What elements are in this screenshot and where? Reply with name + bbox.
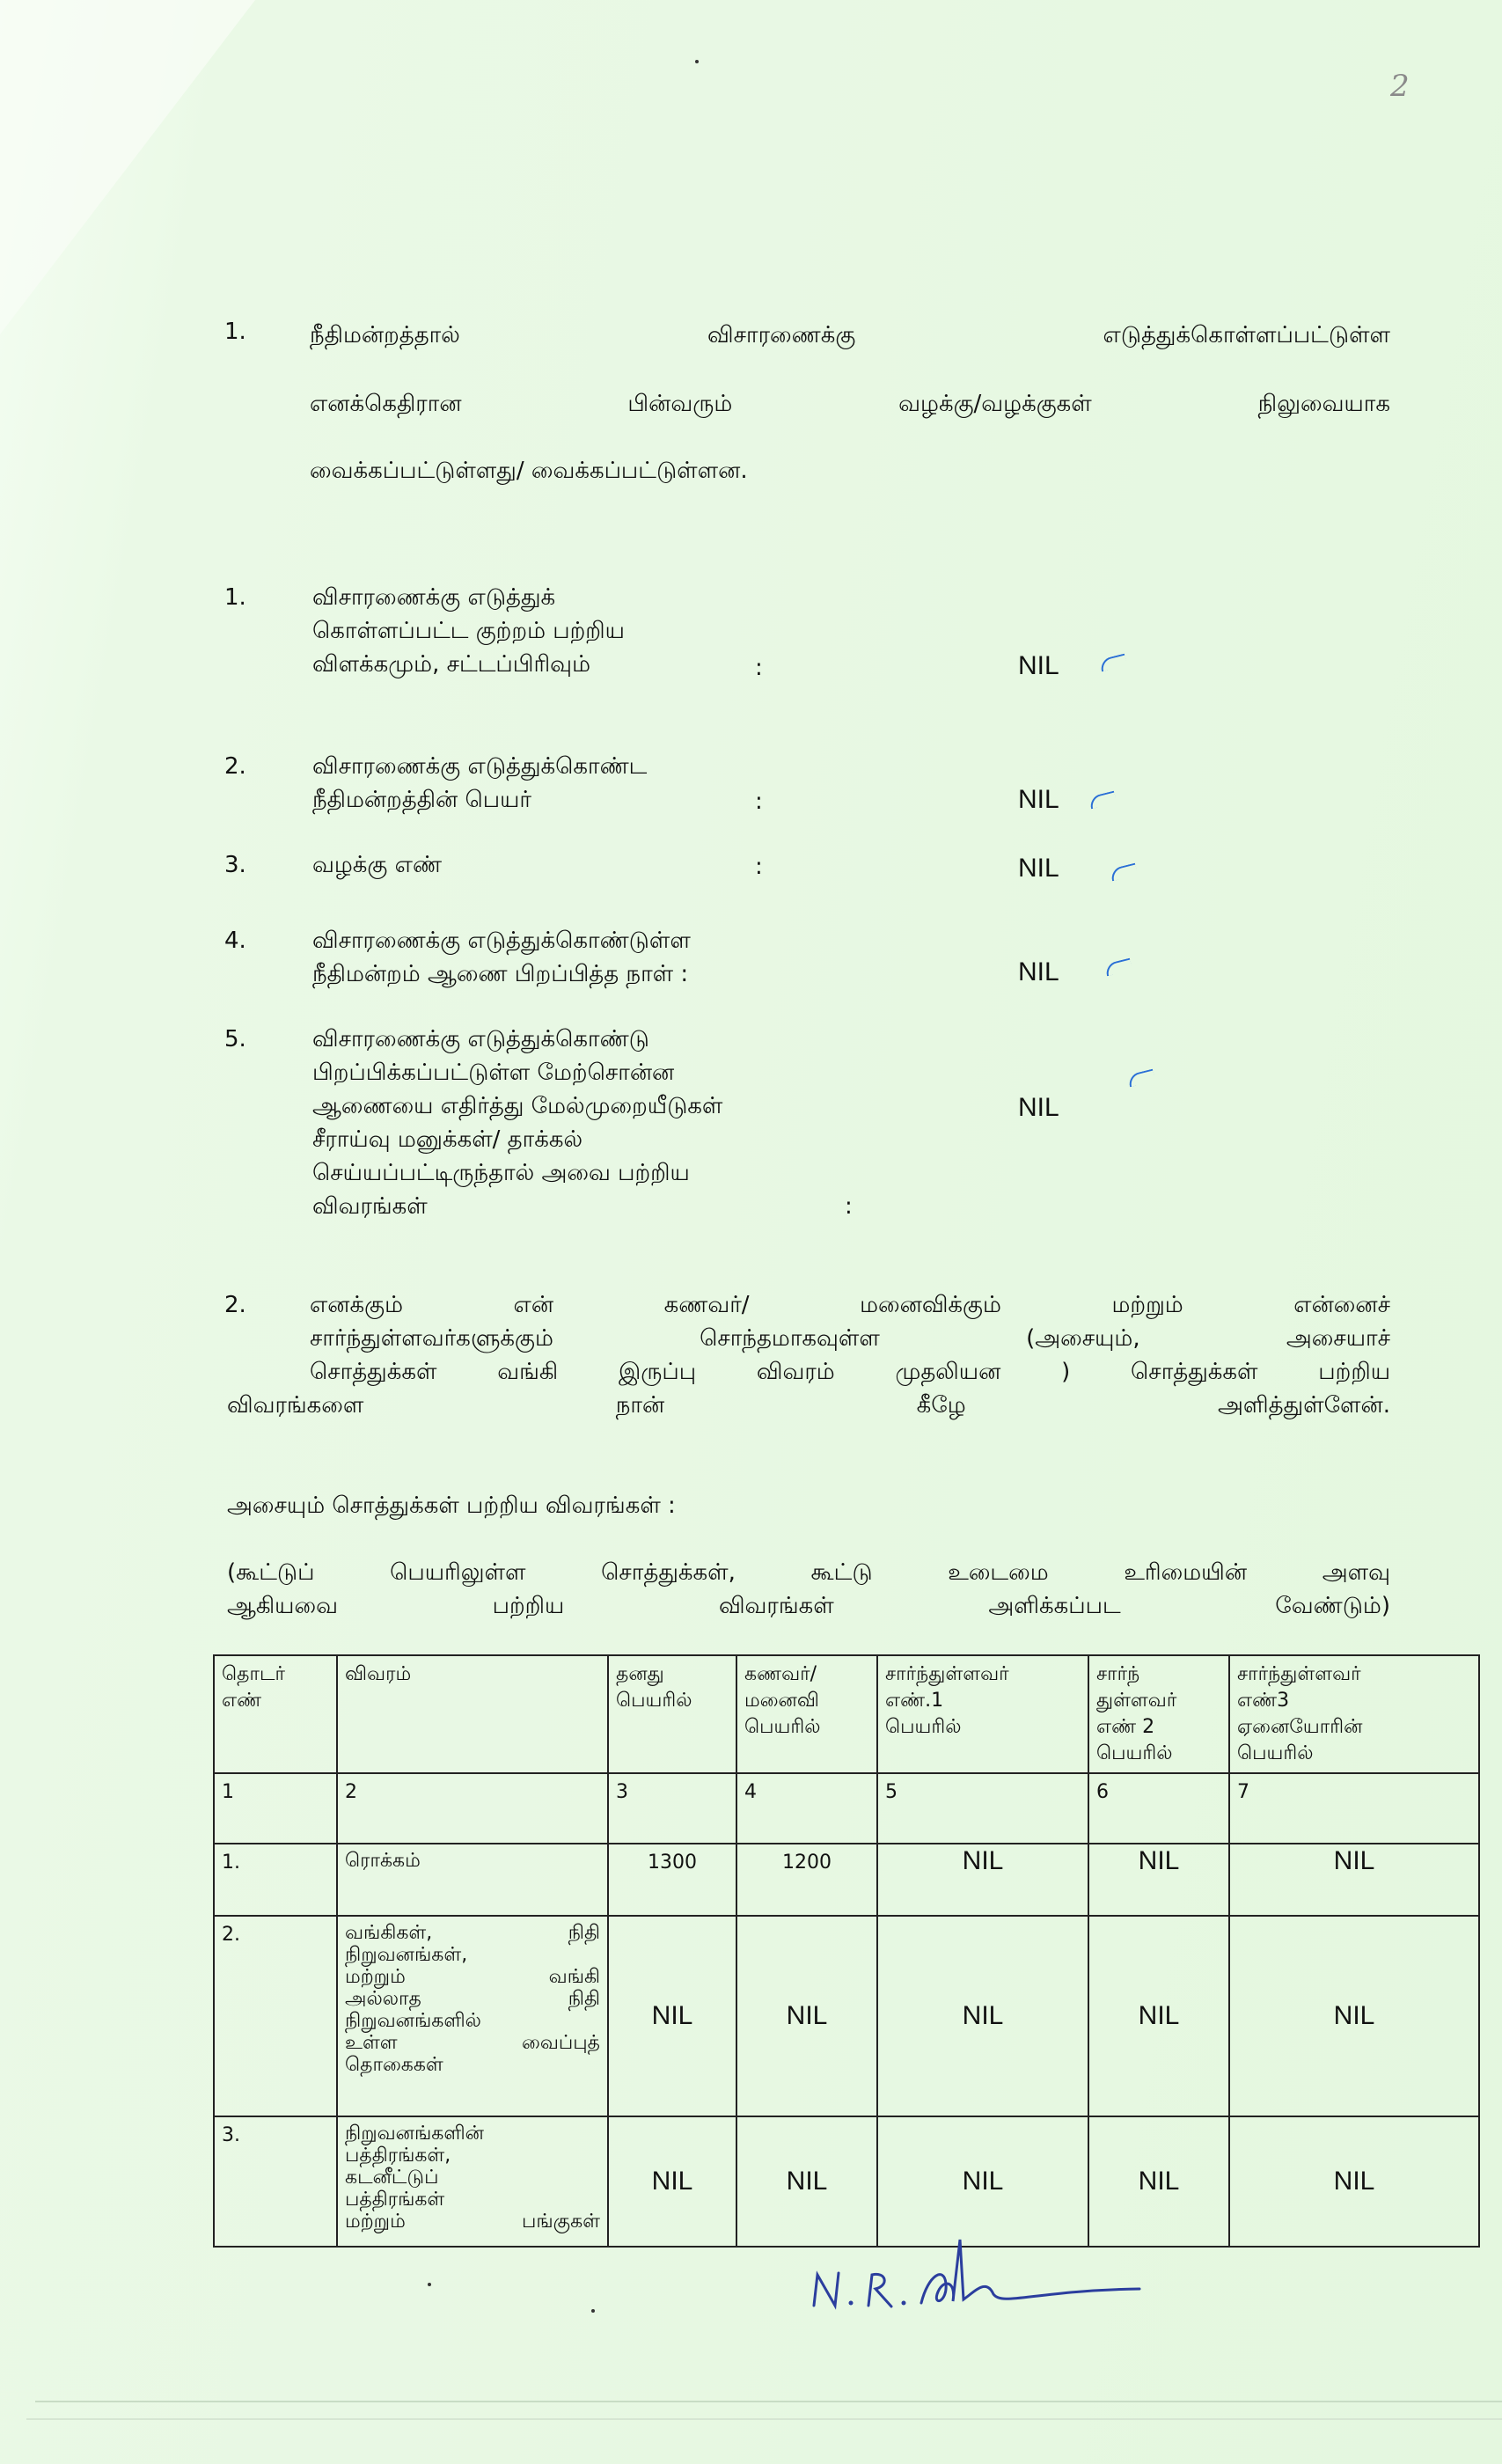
cell-text-line: மனைவி (744, 1690, 819, 1712)
declaration-word: விசாரணைக்கு (707, 322, 856, 348)
cell-text-line: ஏனையோரின் (1237, 1716, 1363, 1738)
table-header-row (214, 1655, 1479, 1773)
value-cell: NIL (1088, 2116, 1229, 2247)
cell-text-line: எண் (222, 1690, 262, 1712)
description-line: நிறுவனங்களின் (345, 2123, 484, 2145)
case-item-label-line: விசாரணைக்கு எடுத்துக்கொண்ட (312, 753, 648, 780)
declaration-word: வழக்கு/வழக்குகள் (898, 391, 1092, 417)
description-line: தொகைகள் (345, 2054, 443, 2076)
declaration-line (310, 454, 1102, 488)
section2-line: சார்ந்துள்ளவர்களுக்கும் சொந்தமாகவுள்ள (அசையும், அசையாச் (310, 1325, 1390, 1352)
value-cell: NIL (1088, 1844, 1229, 1916)
description-line: மற்றும் பங்குகள் (345, 2211, 600, 2233)
cell-text-line: தனது (616, 1663, 664, 1685)
case-item-value: NIL (1018, 1093, 1059, 1122)
column-number-cell: 2 (337, 1773, 608, 1844)
case-item-colon: : (755, 788, 763, 815)
case-item-label-line: ஆணையை எதிர்த்து மேல்முறையீடுகள் (312, 1093, 723, 1119)
description-line: பத்திரங்கள், (345, 2145, 451, 2167)
case-item-label-line: நீதிமன்றத்தின் பெயர் (312, 787, 531, 813)
description-line: வங்கிகள், நிதி (345, 1922, 600, 1944)
case-item-label-line: விவரங்கள் (312, 1193, 428, 1220)
value-cell: NIL (608, 2116, 736, 2247)
description-line: பத்திரங்கள் (345, 2189, 445, 2211)
note-line: ஆகியவை பற்றிய விவரங்கள் அளிக்கப்பட வேண்டும்) (227, 1593, 1390, 1619)
section2-line: விவரங்களை நான் கீழே அளித்துள்ளேன். (227, 1392, 1390, 1419)
column-number-cell: 3 (608, 1773, 736, 1844)
cell-text-line: பெயரில் (616, 1690, 692, 1712)
cell-text-line: பெயரில் (744, 1716, 821, 1738)
description-line: மற்றும் வங்கி (345, 1966, 600, 1988)
section2-paragraph (227, 1288, 1390, 1422)
table-row (214, 1844, 1479, 1916)
column-number-cell: 1 (214, 1773, 337, 1844)
case-item-number: 3. (224, 852, 246, 878)
declaration-line (310, 387, 1390, 421)
value-cell: NIL (736, 2116, 877, 2247)
case-item-label-line: நீதிமன்றம் ஆணை பிறப்பித்த நாள் : (312, 961, 689, 987)
paper-fold (0, 0, 255, 334)
declaration-word: நீதிமன்றத்தால் (310, 322, 460, 348)
cell-text-line: எண்.1 (885, 1690, 944, 1712)
declaration-number: 1. (224, 319, 246, 345)
ink-dot (591, 2309, 595, 2313)
movable-assets-note (227, 1556, 1390, 1623)
cell-text-line: எண்3 (1237, 1690, 1290, 1712)
row-number-cell: 2. (214, 1916, 337, 2116)
value-cell: NIL (736, 1916, 877, 2116)
cell-text-line: சார்ந் (1096, 1663, 1140, 1685)
value-cell: 1200 (736, 1844, 877, 1916)
value-cell: NIL (608, 1916, 736, 2116)
movable-assets-table (213, 1654, 1480, 2248)
description-line: கடனீட்டுப் (345, 2167, 439, 2189)
value-cell: NIL (1229, 2116, 1479, 2247)
case-item-label-line: விளக்கமும், சட்டப்பிரிவும் (312, 651, 590, 678)
case-item-number: 2. (224, 753, 246, 780)
declaration-line (310, 319, 1390, 352)
value-cell: NIL (877, 2116, 1088, 2247)
column-number-cell: 5 (877, 1773, 1088, 1844)
page-edge-line (35, 2401, 1502, 2402)
value-cell: NIL (1088, 1916, 1229, 2116)
case-item-label-line: செய்யப்பட்டிருந்தால் அவை பற்றிய (312, 1160, 690, 1186)
cell-text-line: பெயரில் (1096, 1742, 1173, 1764)
cell-text-line: பெயரில் (885, 1716, 962, 1738)
case-item-label-line: வழக்கு எண் (312, 852, 443, 878)
case-item-number: 1. (224, 584, 246, 611)
table-header-cell (1088, 1655, 1229, 1773)
case-item-colon: : (755, 655, 763, 681)
table-column-number-row (214, 1773, 1479, 1844)
value-cell: NIL (877, 1844, 1088, 1916)
value-cell: NIL (1229, 1916, 1479, 2116)
cell-text-line: கணவர்/ (744, 1663, 817, 1685)
column-number-cell: 7 (1229, 1773, 1479, 1844)
case-item-label-line: பிறப்பிக்கப்பட்டுள்ள மேற்சொன்ன (312, 1060, 675, 1086)
table-header-cell (877, 1655, 1088, 1773)
ink-dot (695, 60, 699, 63)
case-item-colon: : (845, 1193, 853, 1220)
ink-dot (428, 2283, 431, 2286)
case-item-label-line: விசாரணைக்கு எடுத்துக்கொண்டுள்ள (312, 928, 691, 954)
cell-text-line: தொடர் (222, 1663, 285, 1685)
case-item-label-line: விசாரணைக்கு எடுத்துக் (312, 584, 556, 611)
description-line: நிறுவனங்கள், (345, 1944, 468, 1966)
cell-text-line: பெயரில் (1237, 1742, 1314, 1764)
declaration-word: நிலுவையாக (1257, 391, 1390, 417)
cell-text-line: சார்ந்துள்ளவர் (885, 1663, 1009, 1685)
section2-line: சொத்துக்கள் வங்கி இருப்பு விவரம் முதலியன ) சொத்துக்கள் பற்றிய (310, 1359, 1390, 1385)
table-header-cell (337, 1655, 608, 1773)
page-edge-line (26, 2418, 1502, 2420)
table-header-cell (214, 1655, 337, 1773)
row-number-cell: 3. (214, 2116, 337, 2247)
value-cell: NIL (877, 1916, 1088, 2116)
case-item-colon: : (755, 854, 763, 880)
case-item-number: 5. (224, 1026, 246, 1052)
table-row (214, 1916, 1479, 2116)
declaration-word: எனக்கெதிரான (310, 391, 462, 417)
note-line: (கூட்டுப் பெயரிலுள்ள சொத்துக்கள், கூட்டு உடைமை உரிமையின் அளவு (227, 1559, 1390, 1586)
declaration-word: வைக்கப்பட்டுள்ளது/ வைக்கப்பட்டுள்ளன. (310, 458, 748, 484)
row-description-cell (337, 1916, 608, 2116)
case-item-value: NIL (1018, 785, 1059, 814)
column-number-cell: 4 (736, 1773, 877, 1844)
case-item-value: NIL (1018, 651, 1059, 680)
cell-text-line: விவரம் (345, 1663, 412, 1685)
column-number-cell: 6 (1088, 1773, 1229, 1844)
table-header-cell (1229, 1655, 1479, 1773)
section2-number: 2. (224, 1292, 246, 1318)
description-line: நிறுவனங்களில் (345, 2010, 481, 2032)
page-number: 2 (1390, 69, 1410, 104)
row-description-cell (337, 1844, 608, 1916)
table-header-cell (608, 1655, 736, 1773)
case-item-label-line: சீராய்வு மனுக்கள்/ தாக்கல் (312, 1126, 583, 1153)
signature (805, 2222, 1175, 2328)
value-cell: 1300 (608, 1844, 736, 1916)
description-line: ரொக்கம் (345, 1850, 421, 1872)
case-item-value: NIL (1018, 957, 1059, 986)
case-item-value: NIL (1018, 854, 1059, 883)
section2-line: எனக்கும் என் கணவர்/ மனைவிக்கும் மற்றும் என்னைச் (310, 1292, 1390, 1318)
cell-text-line: எண் 2 (1096, 1716, 1155, 1738)
row-number-cell: 1. (214, 1844, 337, 1916)
cell-text-line: துள்ளவர் (1096, 1690, 1177, 1712)
value-cell: NIL (1229, 1844, 1479, 1916)
case-item-number: 4. (224, 928, 246, 954)
declaration-word: பின்வரும் (627, 391, 733, 417)
case-item-label-line: விசாரணைக்கு எடுத்துக்கொண்டு (312, 1026, 649, 1052)
cell-text-line: சார்ந்துள்ளவர் (1237, 1663, 1361, 1685)
movable-assets-heading: அசையும் சொத்துக்கள் பற்றிய விவரங்கள் : (227, 1492, 676, 1519)
row-description-cell (337, 2116, 608, 2247)
declaration-word: எடுத்துக்கொள்ளப்பட்டுள்ள (1103, 322, 1390, 348)
description-line: அல்லாத நிதி (345, 1988, 600, 2010)
description-line: உள்ள வைப்புத் (345, 2032, 600, 2054)
case-item-label-line: கொள்ளப்பட்ட குற்றம் பற்றிய (312, 618, 625, 644)
table-header-cell (736, 1655, 877, 1773)
